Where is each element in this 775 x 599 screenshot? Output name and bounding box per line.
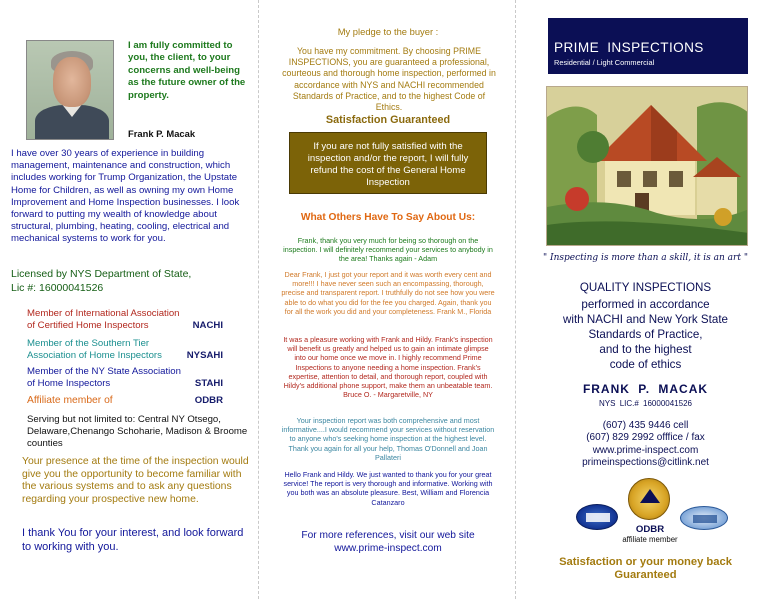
association-abbr: STAHI: [194, 377, 223, 389]
website-link[interactable]: www.prime-inspect.com: [592, 444, 699, 456]
association-stahi: [27, 366, 255, 390]
association-abbr: NACHI: [192, 319, 223, 331]
house-seal-icon: [628, 478, 670, 520]
portrait-photo-icon: [26, 40, 114, 140]
pledge-text: You have my commitment. By choosing PRIME INSPECTIONS, you are guaranteed a professional, courteous and thorough home inspection, performed in accordance with NYS and NACHI recommended Standards of Practice, and to the highest Code of Ethics.: [282, 46, 496, 113]
association-abbr: NYSAHI: [186, 349, 223, 361]
testimonial: Dear Frank, I just got your report and it was worth every cent and more!!! I have never seen such an encompassing, thorough, precise and transparent report. I truthfully do not see how you were able to do what you did for the fee you charged. Again, thank you for all the work you did and your completeness. Frank M., Florida: [281, 270, 495, 316]
brand-title: PRIME INSPECTIONS: [554, 40, 704, 55]
quality-line: with NACHI and New York State: [563, 313, 728, 326]
license-line2: Lic #: 16000041526: [11, 281, 104, 294]
satisfaction-box: [289, 132, 487, 194]
contact-info: [516, 420, 775, 470]
references-text: For more references, visit our web site: [301, 530, 475, 541]
testimonial: Frank, thank you very much for being so thorough on the inspection. I will definitely recommend your services to anybody in the area! Thanks again - Adam: [283, 236, 493, 264]
middle-panel: [258, 0, 516, 599]
service-area: Serving but not limited to: Central NY Otsego, Delaware,Chenango Schoharie, Madison & Broome counties: [27, 414, 248, 449]
commitment-statement: I am fully committed to you, the client, to your concerns and well-being as the future owner of the property.: [128, 40, 246, 101]
presence-note: Your presence at the time of the inspection would give you the opportunity to become familiar with the various systems and to ask any questions regarding your prospective new home.: [22, 456, 249, 505]
thank-you-note: I thank You for your interest, and look forward to working with you.: [22, 527, 244, 553]
references-website-link[interactable]: www.prime-inspect.com: [334, 542, 442, 554]
testimonial: It was a pleasure working with Frank and Hildy. Frank's inspection will benefit us greatly and helped us to gain an intimate glimpse into our home once we move in. I highly recommend Prime Inspections to anyone needing a home inspection. Frank's expertise, attention to detail, and thorough report, coupled with Hildy's additional phone support, make them an unbeatable team. Bruce O. - Margaretville, NY: [283, 335, 493, 400]
association-odbr: [27, 395, 255, 407]
brand-subtitle: Residential / Light Commercial: [554, 58, 655, 67]
email-link[interactable]: primeinspections@citlink.net: [582, 457, 709, 469]
quality-line: code of ethics: [609, 358, 682, 371]
left-panel: [0, 0, 258, 599]
money-back-guarantee: [516, 556, 775, 583]
testimonials-title: What Others Have To Say About Us:: [300, 212, 476, 223]
money-back-line: Guaranteed: [614, 569, 677, 582]
pledge-title: My pledge to the buyer :: [337, 26, 439, 37]
association-name: Affiliate member of: [27, 395, 113, 406]
right-panel: [516, 0, 775, 599]
quality-block: [516, 280, 775, 372]
odbr-label: ODBR: [635, 524, 665, 535]
signature-name: Frank P. Macak: [128, 128, 196, 139]
testimonial: Your inspection report was both comprehensive and most informative....I would recommend your services without reservation to anyone who's seeking home inspection at the highest level. Thank you again for all your help, Thomas O'Donnell and Joan Pallateri: [281, 416, 495, 462]
satisfaction-text: If you are not fully satisfied with the inspection and/or the report, I will fully refund the cost of the General Home Inspection: [307, 141, 469, 188]
license-info: [11, 268, 251, 295]
association-name: Member of International Association of Certified Home Inspectors: [27, 308, 180, 331]
inspector-name: FRANK P. MACAK: [582, 382, 709, 396]
motto: " Inspecting is more than a skill, it is an art ": [543, 253, 748, 263]
association-nysahi: [27, 338, 255, 362]
quality-title: QUALITY INSPECTIONS: [579, 281, 712, 294]
house-painting-icon: [546, 86, 748, 246]
license-line1: Licensed by NYS Department of State,: [11, 268, 192, 280]
office-phone: (607) 829 2992 offfice / fax: [586, 432, 705, 444]
bio-text: I have over 30 years of experience in building management, maintenance and construction, which includes working for Trump Organization, the Upstate Home for Children, as well as owning my own Home Improvement and Home Inspection businesses. I look forward to putting my wealth of knowledge about structural, plumbing, heating, cooling, electrical and mechanical systems to work for you.: [11, 148, 240, 245]
quality-line: Standards of Practice,: [588, 328, 703, 341]
quality-line: performed in accordance: [581, 298, 710, 311]
association-name: Member of the NY State Association of Home Inspectors: [27, 366, 181, 389]
testimonial: Hello Frank and Hildy. We just wanted to thank you for your great service! The report is very thorough and informative. Working with you both was an absolute pleasure. Best, William and Florencia Catanzaro: [283, 470, 493, 507]
brand-header: [548, 18, 748, 74]
satisfaction-title: Satisfaction Guaranteed: [325, 114, 451, 126]
money-back-line: Satisfaction or your money back: [559, 556, 732, 568]
affiliate-label: affiliate member: [622, 535, 678, 544]
cell-phone: (607) 435 9446 cell: [602, 420, 689, 431]
references: [259, 530, 517, 555]
association-nachi: [27, 308, 255, 332]
association-name: Member of the Southern Tier Association of Home Inspectors: [27, 338, 162, 361]
inspector-license: NYS LIC.# 16000041526: [599, 399, 692, 408]
quality-line: and to the highest: [599, 343, 692, 356]
association-abbr: ODBR: [194, 395, 223, 406]
